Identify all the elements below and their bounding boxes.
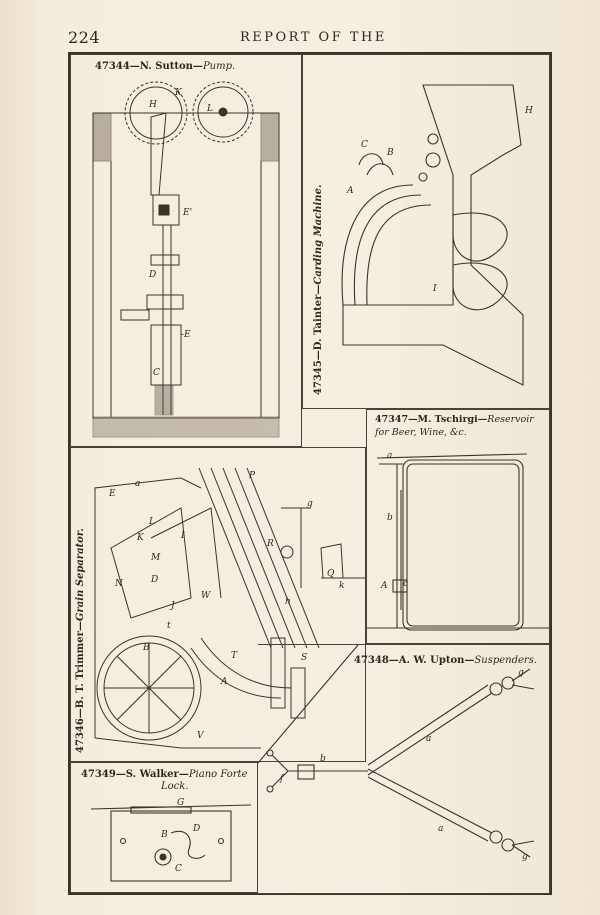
label-L: L xyxy=(207,104,213,114)
label-a-lower: a xyxy=(438,824,444,834)
label-H: H xyxy=(149,100,157,110)
label-I: I xyxy=(433,284,437,294)
label-C: C xyxy=(175,864,182,874)
label-b: b xyxy=(320,754,326,764)
label-J: J xyxy=(171,601,175,611)
label-C: C xyxy=(153,368,160,378)
label-a: a xyxy=(135,479,141,489)
piano-lock-drawing xyxy=(71,763,258,893)
label-c: c xyxy=(403,579,409,589)
label-H: H xyxy=(525,106,533,116)
label-K: K xyxy=(137,533,144,543)
suspenders-drawing xyxy=(258,645,550,894)
figure-47347-reservoir xyxy=(366,409,550,644)
label-N: N xyxy=(115,579,123,589)
pump-drawing xyxy=(71,55,302,447)
label-t: t xyxy=(167,621,171,631)
label-M: M xyxy=(151,553,161,563)
label-A: A xyxy=(221,677,228,687)
label-B: B xyxy=(161,830,168,840)
label-E: -E xyxy=(181,330,191,340)
label-g-lower: g xyxy=(522,852,528,862)
carding-drawing xyxy=(303,55,550,409)
label-Q: Q xyxy=(327,569,335,579)
label-E-prime: E' xyxy=(183,208,193,218)
caption-47349-title2: Lock. xyxy=(161,781,189,792)
label-I: I xyxy=(181,531,185,541)
label-R: R xyxy=(267,539,274,549)
reservoir-drawing xyxy=(367,410,550,644)
page-number: 224 xyxy=(68,28,101,47)
label-a: a xyxy=(387,451,393,461)
label-T: T xyxy=(231,651,238,661)
caption-47348-number: 47348—A. W. Upton— xyxy=(354,655,475,666)
figure-47348-suspenders xyxy=(258,644,550,894)
label-D: D xyxy=(193,824,201,834)
caption-47348-title: Suspenders. xyxy=(474,655,538,666)
label-B: B xyxy=(387,148,394,158)
page-header xyxy=(68,28,548,50)
running-head: REPORT OF THE xyxy=(240,30,387,45)
caption-47349-title: Piano Forte xyxy=(188,769,248,780)
label-B: B xyxy=(143,643,150,653)
caption-47344-title: Pump. xyxy=(202,61,236,72)
label-D: D xyxy=(149,270,157,280)
figure-47344-pump xyxy=(70,54,302,447)
label-b: b xyxy=(387,513,393,523)
label-D: D xyxy=(151,575,159,585)
caption-47346-title: Grain Separator. xyxy=(75,528,86,622)
caption-47345-number: 47345—D. Tainter— xyxy=(313,284,324,395)
label-C: C xyxy=(361,140,368,150)
label-P: P xyxy=(249,471,256,481)
label-h: h xyxy=(285,597,291,607)
label-V: V xyxy=(197,731,204,741)
figure-47345-carding xyxy=(302,54,550,409)
label-g: g xyxy=(518,668,524,678)
caption-47347-title: Reservoir xyxy=(487,414,534,425)
caption-47344-number: 47344—N. Sutton— xyxy=(95,61,203,72)
label-E: E xyxy=(109,489,116,499)
label-g: g xyxy=(307,499,313,509)
label-k: k xyxy=(339,581,345,591)
label-A: A xyxy=(381,581,388,591)
caption-47347-number: 47347—M. Tschirgi— xyxy=(375,414,488,425)
patent-plate xyxy=(68,52,552,895)
figure-47349-piano-lock xyxy=(70,762,258,893)
label-W: W xyxy=(201,591,211,601)
label-L: L xyxy=(149,517,155,527)
label-A: A xyxy=(347,186,354,196)
label-a: a xyxy=(426,734,432,744)
label-S: S xyxy=(301,653,308,663)
label-f: f xyxy=(280,774,284,784)
caption-47349-number: 47349—S. Walker— xyxy=(81,769,189,780)
label-K: K xyxy=(175,88,182,98)
caption-47345-title: Carding Machine. xyxy=(313,184,324,285)
caption-47347-title2: for Beer, Wine, &c. xyxy=(375,427,467,438)
label-G: G xyxy=(177,798,185,808)
caption-47346-number: 47346—B. T. Trimmer— xyxy=(75,621,86,753)
